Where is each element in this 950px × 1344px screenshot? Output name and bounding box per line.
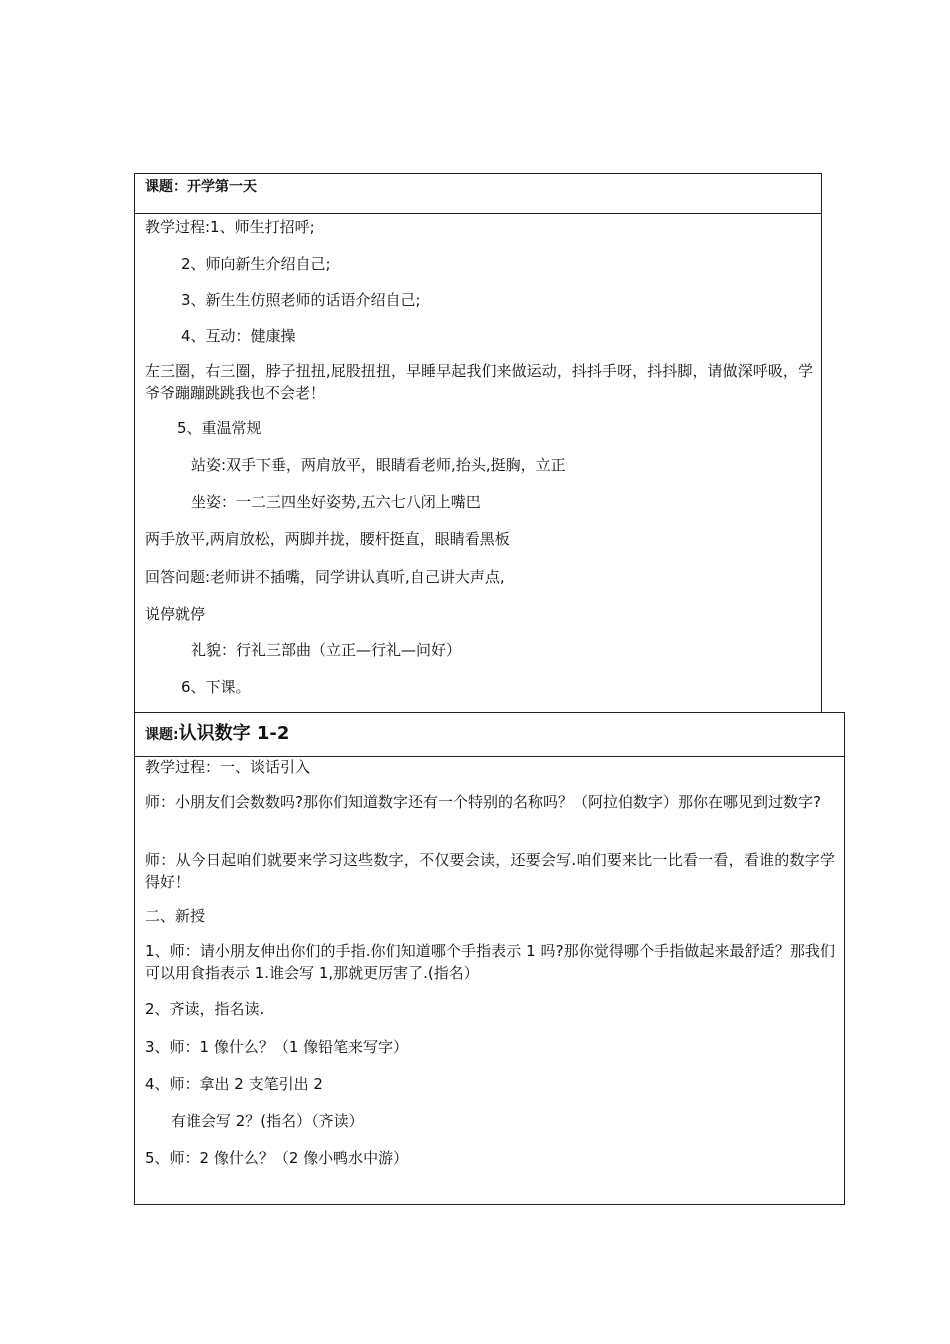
lesson2-title-row <box>135 713 844 757</box>
lesson1-line-7: 坐姿：一二三四坐好姿势,五六七八闭上嘴巴 <box>191 493 481 511</box>
lesson1-line-0: 教学过程:1、师生打招呼; <box>145 218 315 236</box>
lesson1-table <box>134 173 822 713</box>
lesson2-line-6: 3、师：1 像什么？（1 像铅笔来写字） <box>145 1038 409 1056</box>
lesson2-line-9: 5、师：2 像什么？（2 像小鸭水中游） <box>145 1149 409 1167</box>
lesson2-line-8: 有谁会写 2？(指名）（齐读） <box>171 1112 364 1130</box>
lesson1-line-3: 4、互动：健康操 <box>181 327 296 345</box>
lesson2-line-7: 4、师：拿出 2 支笔引出 2 <box>145 1075 323 1093</box>
lesson1-line-9: 回答问题:老师讲不插嘴，同学讲认真听,自己讲大声点, <box>145 568 505 586</box>
lesson1-line-4: 左三圈，右三圈，脖子扭扭,屁股扭扭，早睡早起我们来做运动，抖抖手呀，抖抖脚，请做深呼吸，学爷爷蹦蹦跳跳我也不会老！ <box>145 362 813 402</box>
lesson1-title-label: 课题： <box>145 179 187 195</box>
lesson2-title-label: 课题: <box>145 727 179 743</box>
lesson2-line-2: 师：从今日起咱们就要来学习这些数字，不仅要会读，还要会写.咱们要来比一比看一看，看谁的数字学得好！ <box>145 851 835 891</box>
lesson2-line-1: 师：小朋友们会数数吗?那你们知道数字还有一个特别的名称吗？（阿拉伯数字）那你在哪见到过数字? <box>145 793 821 811</box>
lesson1-line-8: 两手放平,两肩放松，两脚并拢，腰杆挺直，眼睛看黑板 <box>145 530 510 548</box>
lesson1-line-6: 站姿:双手下垂，两肩放平，眼睛看老师,抬头,挺胸，立正 <box>191 456 566 474</box>
lesson2-line-5: 2、齐读，指名读. <box>145 1000 265 1018</box>
lesson2-line-4: 1、师：请小朋友伸出你们的手指.你们知道哪个手指表示 1 吗?那你觉得哪个手指做起来最舒适？那我们可以用食指表示 1.谁会写 1,那就更厉害了.(指名） <box>145 942 835 982</box>
lesson1-title <box>145 176 257 196</box>
lesson2-line-0: 教学过程：一、谈话引入 <box>145 758 311 776</box>
lesson1-title-row <box>135 174 821 214</box>
lesson1-title-value: 开学第一天 <box>187 179 257 195</box>
lesson1-line-10: 说停就停 <box>145 605 206 623</box>
lesson1-line-5: 5、重温常规 <box>177 419 262 437</box>
lesson1-line-11: 礼貌：行礼三部曲（立正—行礼—问好） <box>191 641 462 659</box>
lesson1-line-2: 3、新生生仿照老师的话语介绍自己; <box>181 291 421 309</box>
lesson2-title-value: 认识数字 1-2 <box>178 723 290 744</box>
lesson1-line-12: 6、下课。 <box>181 678 251 696</box>
lesson1-line-1: 2、师向新生介绍自己; <box>181 255 331 273</box>
lesson2-line-3: 二、新授 <box>145 907 206 925</box>
lesson2-title <box>145 719 289 745</box>
lesson2-table <box>134 712 845 1205</box>
